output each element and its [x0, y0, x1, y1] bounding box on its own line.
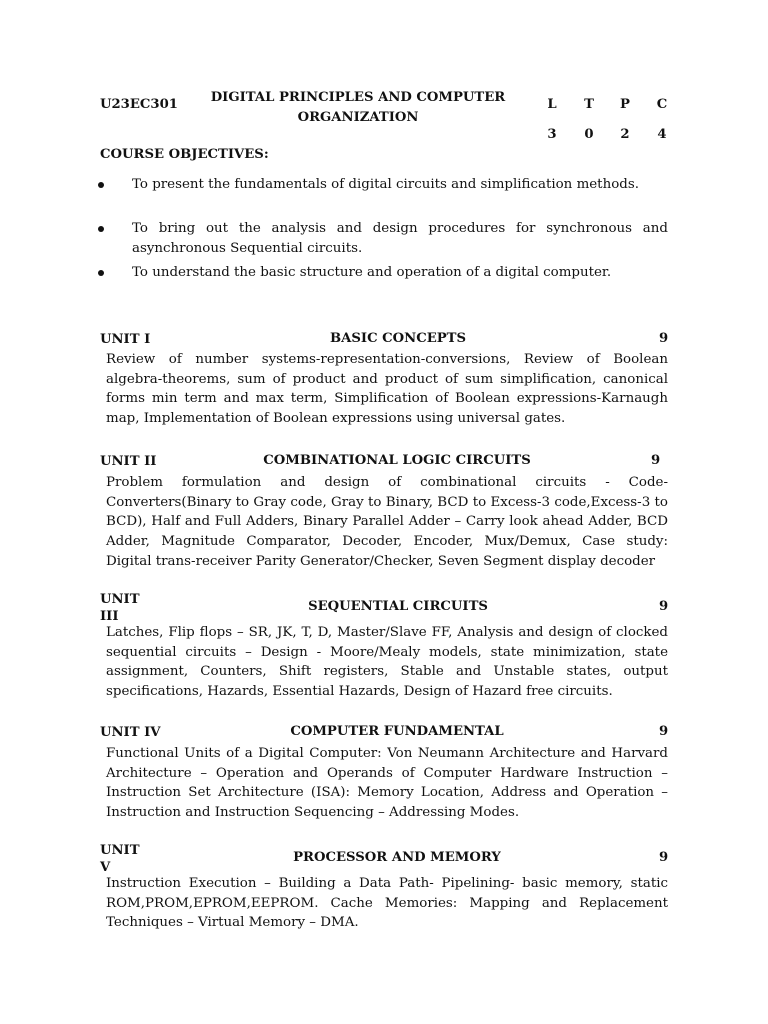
bullet-icon — [98, 270, 104, 276]
unit-title: COMPUTER FUNDAMENTAL — [290, 724, 504, 739]
unit-label — [100, 842, 140, 876]
ltpc-header-l: L — [547, 97, 557, 112]
ltpc-header-c: C — [656, 97, 668, 112]
unit-label-line1: UNIT — [100, 843, 140, 858]
ltpc-value-p: 2 — [620, 127, 630, 142]
course-title-line1: DIGITAL PRINCIPLES AND COMPUTER — [210, 90, 506, 105]
bullet-icon — [98, 226, 104, 232]
ltpc-value-t: 0 — [584, 127, 594, 142]
objective-item: To bring out the analysis and design procedures for synchronous and asynchronous Sequential circuits. — [132, 221, 668, 256]
unit-hours: 9 — [651, 453, 661, 468]
unit-description: Review of number systems-representation-conversions, Review of Boolean algebra-theorems, sum of product and product of sum simplification, canonical forms min term and max term, Simplification of Boolean expressions-Karnaugh map, Implementation of Boolean expressions using universal gates. — [106, 352, 668, 427]
unit-label — [100, 591, 140, 625]
ltpc-value-l: 3 — [547, 127, 557, 142]
unit-title: BASIC CONCEPTS — [330, 331, 466, 346]
unit-label-line2: III — [100, 609, 119, 624]
unit-hours: 9 — [659, 850, 669, 865]
ltpc-header-t: T — [584, 97, 594, 112]
unit-hours: 9 — [659, 724, 669, 739]
unit-title: COMBINATIONAL LOGIC CIRCUITS — [263, 453, 531, 468]
course-title-line2: ORGANIZATION — [297, 110, 419, 125]
unit-label: UNIT II — [100, 454, 157, 469]
unit-label-line2: V — [100, 860, 111, 875]
unit-description: Instruction Execution – Building a Data Path- Pipelining- basic memory, static ROM,PROM,EPROM,EEPROM. Cache Memories: Mapping and Replacement Techniques – Virtual Memory – DMA. — [106, 876, 668, 931]
course-title — [210, 88, 506, 128]
unit-description: Functional Units of a Digital Computer: Von Neumann Architecture and Harvard Architecture – Operation and Operands of Computer Hardware Instruction – Instruction Set Architecture (ISA): Memory Location, Address and Operation – Instruction and Instruction Sequencing – Addressing Modes. — [106, 746, 668, 821]
unit-description: Problem formulation and design of combinational circuits - Code-Converters(Binary to Gray code, Gray to Binary, BCD to Excess-3 code,Excess-3 to BCD), Half and Full Adders, Binary Parallel Adder – Carry look ahead Adder, BCD Adder, Magnitude Comparator, Decoder, Encoder, Mux/Demux, Case study: Digital trans-receiver Parity Generator/Checker, Seven Segment display decoder — [106, 475, 668, 569]
unit-hours: 9 — [659, 599, 669, 614]
unit-title: PROCESSOR AND MEMORY — [293, 850, 501, 865]
unit-hours: 9 — [659, 331, 669, 346]
objective-item: To present the fundamentals of digital circuits and simplification methods. — [132, 177, 639, 192]
objective-item: To understand the basic structure and operation of a digital computer. — [132, 265, 612, 280]
unit-label-line1: UNIT — [100, 592, 140, 607]
unit-label: UNIT I — [100, 332, 151, 347]
ltpc-header-p: P — [620, 97, 630, 112]
unit-label: UNIT IV — [100, 725, 161, 740]
course-code: U23EC301 — [100, 97, 178, 112]
unit-description: Latches, Flip flops – SR, JK, T, D, Master/Slave FF, Analysis and design of clocked sequential circuits – Design - Moore/Mealy models, state minimization, state assignment, Counters, Shift registers, Stable and Unstable states, output specifications, Hazards, Essential Hazards, Design of Hazard free circuits. — [106, 625, 668, 700]
objectives-heading: COURSE OBJECTIVES: — [100, 147, 269, 162]
ltpc-value-c: 4 — [657, 127, 667, 142]
unit-title: SEQUENTIAL CIRCUITS — [308, 599, 488, 614]
bullet-icon — [98, 182, 104, 188]
